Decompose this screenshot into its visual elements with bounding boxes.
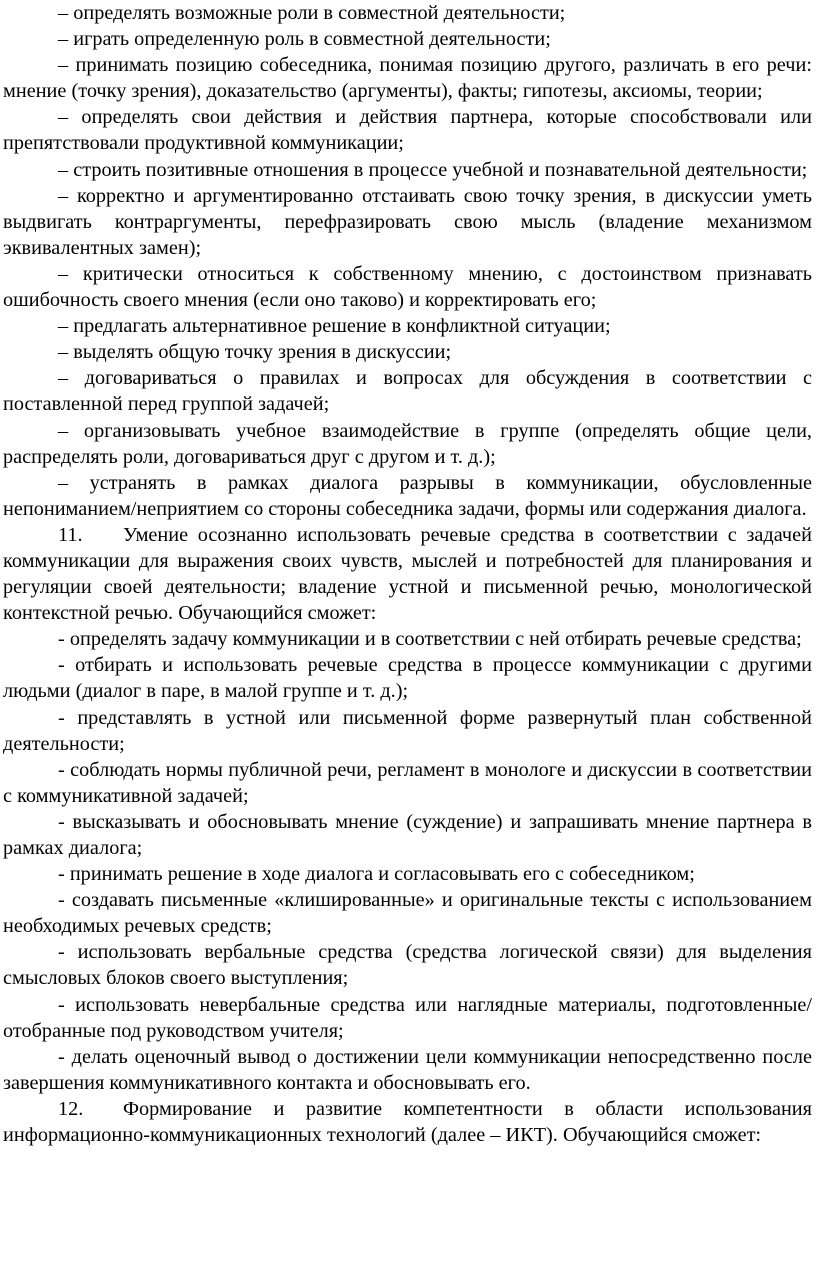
list-item: - использовать вербальные средства (средства логической связи) для выделения смысловых блоков своего выступления;: [3, 941, 812, 990]
list-item: - отбирать и использовать речевые средства в процессе коммуникации с другими людьми (диалог в паре, в малой группе и т. д.);: [3, 654, 812, 703]
list-item: - высказывать и обосновывать мнение (суждение) и запрашивать мнение партнера в рамках диалога;: [3, 810, 812, 859]
list-item: – строить позитивные отношения в процессе учебной и познавательной деятельности;: [58, 158, 808, 181]
section-paragraph-12: [3, 1096, 812, 1148]
list-item: – договариваться о правилах и вопросах для обсуждения в соответствии с поставленной перед группой задачей;: [3, 367, 812, 416]
list-item: – критически относиться к собственному мнению, с достоинством признавать ошибочность своего мнения (если оно таково) и корректировать его;: [3, 262, 812, 312]
list-item: – предлагать альтернативное решение в конфликтной ситуации;: [58, 315, 611, 338]
list-item: - использовать невербальные средства или наглядные материалы, подготовленные/отобранные под руководством учителя;: [3, 993, 812, 1042]
section-number: 11.: [58, 523, 83, 546]
list-item: – организовывать учебное взаимодействие в группе (определять общие цели, распределять роли, договариваться друг с другом и т. д.);: [3, 419, 812, 468]
list-item: - создавать письменные «клишированные» и оригинальные тексты с использованием необходимых речевых средств;: [3, 889, 812, 938]
list-item: – играть определенную роль в совместной деятельности;: [58, 28, 551, 51]
list-item: - принимать решение в ходе диалога и согласовывать его с собеседником;: [58, 863, 695, 886]
section-text: Умение осознанно использовать речевые средства в соответствии с задачей коммуникации для выражения своих чувств, мыслей и потребностей для планирования и регуляции своей деятельности; владение устной и письменной речью, монологической контекстной речью. Обучающийся сможет:: [3, 523, 812, 625]
list-item: – определять возможные роли в совместной деятельности;: [58, 2, 566, 24]
list-item: – устранять в рамках диалога разрывы в коммуникации, обусловленные непониманием/неприятием со стороны собеседника задачи, формы или содержания диалога.: [3, 471, 812, 520]
list-item: – определять свои действия и действия партнера, которые способствовали или препятствовали продуктивной коммуникации;: [3, 106, 812, 155]
list-item: – корректно и аргументированно отстаивать свою точку зрения, в дискуссии уметь выдвигать контраргументы, перефразировать свою мысль (владение механизмом эквивалентных замен);: [3, 184, 812, 259]
list-item: – принимать позицию собеседника, понимая позицию другого, различать в его речи: мнение (точку зрения), доказательство (аргументы), факты; гипотезы, аксиомы, теории;: [3, 54, 812, 103]
list-item: - делать оценочный вывод о достижении цели коммуникации непосредственно после завершения коммуникативного контакта и обосновывать его.: [3, 1045, 812, 1094]
list-item: – выделять общую точку зрения в дискуссии;: [58, 341, 452, 364]
list-item: - представлять в устной или письменной форме развернутый план собственной деятельности;: [3, 706, 812, 755]
list-item: - соблюдать нормы публичной речи, регламент в монологе и дискуссии в соответствии с коммуникативной задачей;: [3, 758, 812, 807]
list-item: - определять задачу коммуникации и в соответствии с ней отбирать речевые средства;: [58, 628, 802, 651]
section-text: Формирование и развитие компетентности в области использования информационно-коммуникационных технологий (далее – ИКТ). Обучающийся сможет:: [3, 1097, 812, 1147]
section-number: 12.: [58, 1097, 84, 1120]
section-paragraph-11: [3, 522, 812, 626]
